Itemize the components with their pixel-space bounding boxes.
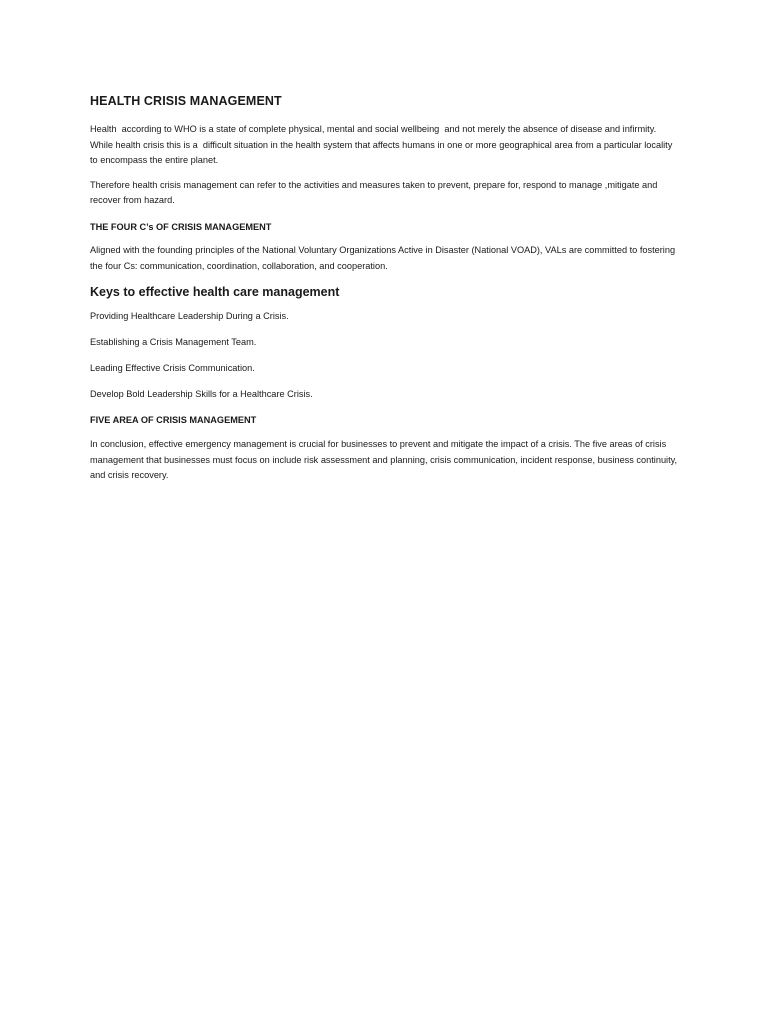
document-title: HEALTH CRISIS MANAGEMENT — [90, 94, 282, 108]
key-item-skills: Develop Bold Leadership Skills for a Healthcare Crisis. — [90, 389, 313, 400]
keys-heading: Keys to effective health care management — [90, 285, 340, 300]
conclusion-paragraph: In conclusion, effective emergency management is crucial for businesses to prevent and mitigate the impact of a crisis. The five areas of crisis management that businesses must focus on include risk assessment and planning, crisis communication, incident response, business continuity, and crisis recovery. — [90, 439, 680, 481]
definition-paragraph: Therefore health crisis management can refer to the activities and measures taken to prevent, prepare for, respond to manage ,mitigate and recover from hazard. — [90, 179, 660, 206]
document-page — [90, 93, 680, 493]
keys-list — [90, 310, 680, 400]
four-cs-paragraph: Aligned with the founding principles of the National Voluntary Organizations Active in Disaster (National VOAD), VALs are committed to fostering the four Cs: communication, coordination, collaboration, and cooperation. — [90, 244, 678, 271]
key-item-team: Establishing a Crisis Management Team. — [90, 337, 257, 348]
key-item-leadership: Providing Healthcare Leadership During a Crisis. — [90, 311, 289, 322]
intro-paragraph: Health according to WHO is a state of complete physical, mental and social wellbeing and not merely the absence of disease and infirmity. While health crisis this is a difficult situation in the health system that affects humans in one or more geographical area from a particular locality to encompass the entire planet. — [90, 124, 675, 166]
five-area-heading: FIVE AREA OF CRISIS MANAGEMENT — [90, 415, 257, 426]
four-cs-heading: THE FOUR C’s OF CRISIS MANAGEMENT — [90, 221, 272, 232]
key-item-communication: Leading Effective Crisis Communication. — [90, 363, 255, 374]
